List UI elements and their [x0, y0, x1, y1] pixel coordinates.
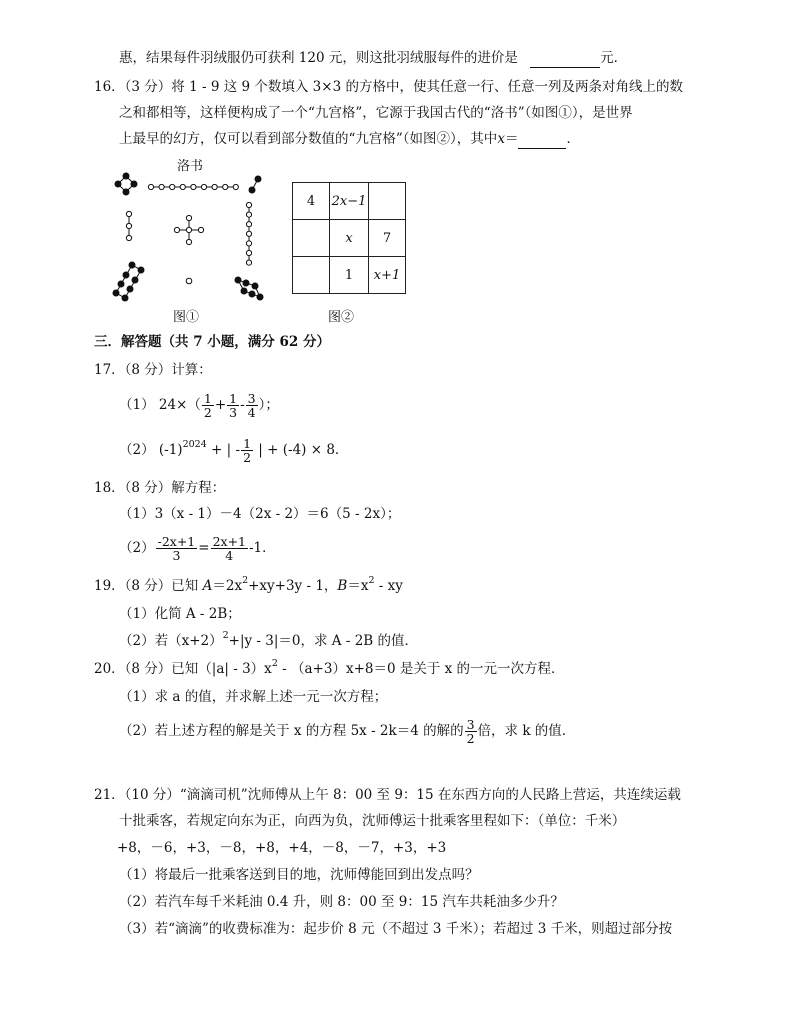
q17-title: 17．（8 分）计算：: [94, 362, 212, 378]
q16-line-2: 之和都相等，这样便构成了一个“九宫格”，它源于我国古代的“洛书”（如图①），是世界: [119, 105, 633, 121]
fraction: $\frac{-2x+1}{3}$: [157, 534, 196, 563]
q21-part-2: （2）若汽车每千米耗油 0.4 升，则 8：00 至 9：15 汽车共耗油多少升？: [119, 894, 564, 910]
q18-title: 18．（8 分）解方程：: [94, 480, 226, 496]
q19-part-1: （1）化简 A - 2B；: [119, 606, 241, 622]
section-header: 三．解答题（共 7 小题，满分 62 分）: [94, 334, 330, 350]
grid-cell: [293, 220, 330, 257]
fraction: $\frac{3}{2}$: [466, 717, 475, 746]
grid-cell: x+1: [369, 257, 406, 294]
answer-blank-16[interactable]: [518, 130, 566, 149]
fraction: $\frac{1}{2}$: [243, 436, 252, 465]
fraction: $\frac{3}{4}$: [247, 391, 256, 420]
q16-line-3: 上最早的幻方，仅可以看到部分数值的“九宫格”（如图②），其中x＝ ．: [119, 131, 580, 147]
q21-data: +8，－6，+3，－8，+8，+4，－8，－7，+3，+3: [117, 840, 447, 856]
grid-cell: [369, 183, 406, 220]
grid-cell: 1: [330, 257, 369, 294]
q18-part-1: （1）3（x - 1）－4（2x - 2）＝6（5 - 2x）；: [119, 506, 401, 522]
fraction: $\frac{2x+1}{4}$: [212, 534, 246, 563]
grid-cell: 2x−1: [330, 183, 369, 220]
q19-part-2: （2）若$(x+2)^2+|y - 3|=0$，求 A - 2B 的值．: [119, 630, 418, 649]
q20-part-1: （1）求 a 的值，并求解上述一元一次方程；: [119, 689, 388, 705]
q20-title: 20．（8 分）已知$(|a| - 3)x^2 - (a+3)x+8=0$ 是关于 x 的一元一次方程．: [94, 658, 565, 677]
answer-blank-15[interactable]: [530, 49, 600, 68]
continued-line: 惠，结果每件羽绒服仍可获利 120 元，则这批羽绒服每件的进价是 元．: [119, 50, 628, 66]
q17-part-2: （2） $(-1)^{2024}$ + | - $\frac{1}{2}$ | + (-4) × 8．: [119, 436, 349, 465]
fraction: $\frac{1}{3}$: [229, 391, 238, 420]
q18-part-2: （2） $\frac{-2x+1}{3}$ = $\frac{2x+1}{4}$ -1．: [119, 534, 276, 563]
grid-cell: 7: [369, 220, 406, 257]
q16-line-1: 16．（3 分）将 1 - 9 这 9 个数填入 3×3 的方格中，使其任意一行、任意一列及两条对角线上的数: [94, 79, 683, 95]
q21-line-2: 十批乘客，若规定向东为正，向西为负，沈师傅运十批乘客里程如下：（单位：千米）: [119, 813, 626, 829]
fraction: $\frac{1}{2}$: [203, 391, 212, 420]
q21-part-1: （1）将最后一批乘客送到目的地，沈师傅能回到出发点吗？: [119, 867, 479, 883]
q19-title: 19．（8 分）已知 $A=2x^2+xy+3y - 1$，$B=x^2$ - xy: [94, 575, 403, 594]
luoshu-title: 洛书: [177, 159, 204, 174]
grid-cell: [293, 257, 330, 294]
q21-part-3: （3）若“滴滴”的收费标准为：起步价 8 元（不超过 3 千米）；若超过 3 千米，则超过部分按: [119, 921, 673, 937]
grid-cell: 4: [293, 183, 330, 220]
q21-line-1: 21．（10 分）“滴滴司机”沈师傅从上午 8：00 至 9：15 在东西方向的人民路上营运，共连续运载: [94, 787, 681, 803]
figure-2-caption: 图②: [328, 310, 355, 325]
figure-1-caption: 图①: [173, 310, 200, 325]
luoshu-diagram: [108, 170, 268, 305]
q17-part-1: （1） 24×（ $\frac{1}{2}$ + $\frac{1}{3}$ - $\frac{3}{4}$ ）；: [119, 391, 279, 420]
magic-square-grid: [292, 182, 406, 294]
grid-cell: x: [330, 220, 369, 257]
q20-part-2: （2）若上述方程的解是关于 x 的方程 5x - 2k＝4 的解的 $\frac{3}{2}$ 倍，求 k 的值．: [119, 717, 576, 746]
